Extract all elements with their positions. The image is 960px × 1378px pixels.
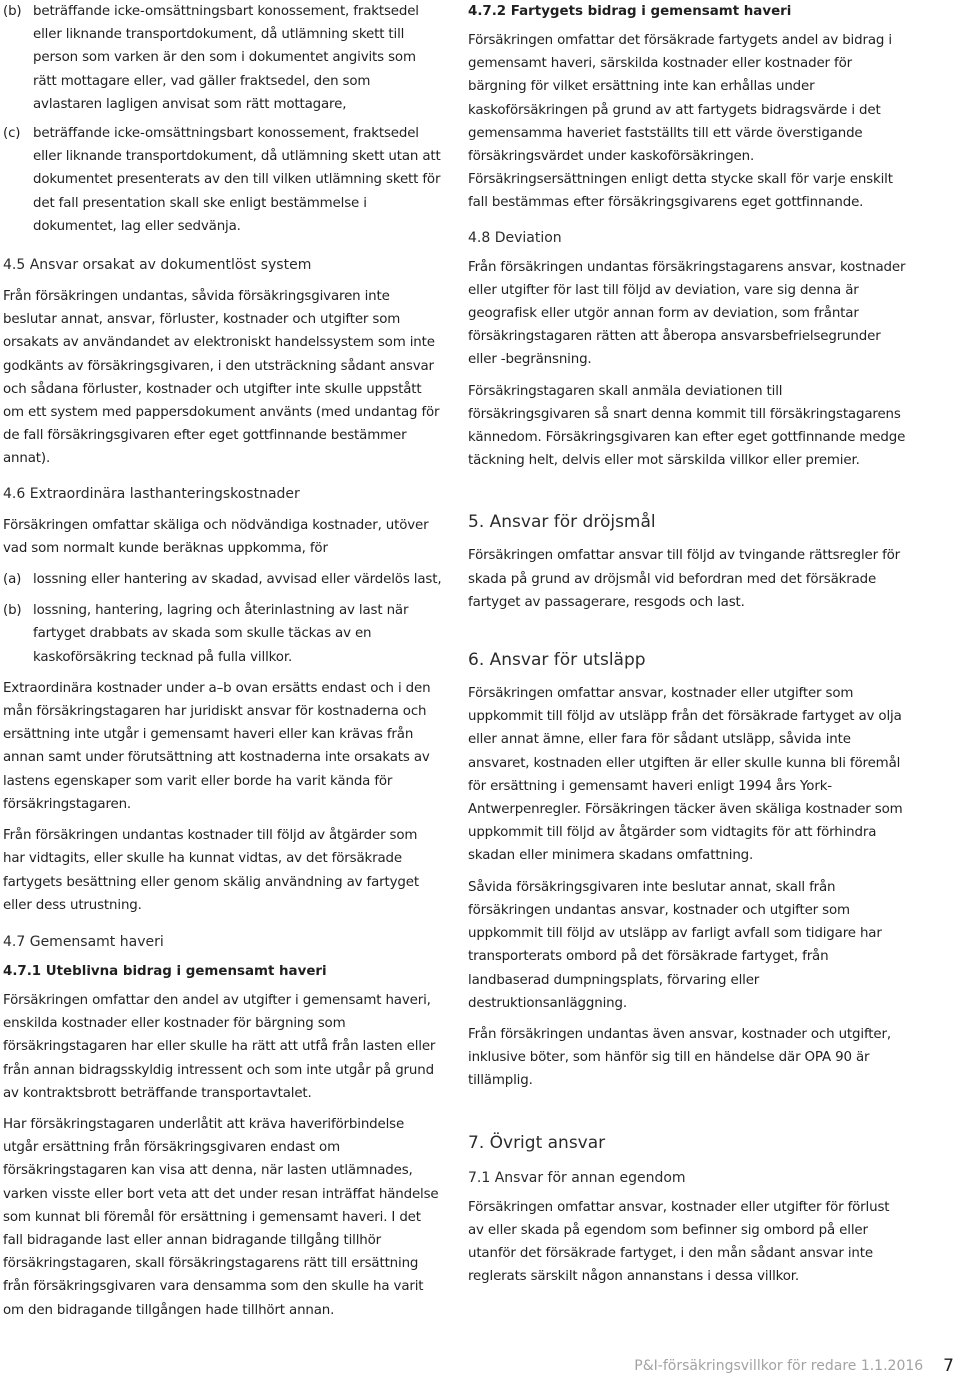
paragraph: Försäkringen omfattar ansvar, kostnader eller utgifter för förlust av eller skada på egendom som befinner sig ombord på eller utanför det försäkrade fartyget, i den mån sådant ansvar inte reglerats särskilt någon annanstans i dessa villkor. (468, 1199, 890, 1285)
section-heading-7: 7. Övrigt ansvar (468, 1132, 606, 1153)
paragraph: Har försäkringstagaren underlåtit att kräva haveriförbindelse utgår ersättning från försäkringsgivaren endast om försäkringstagaren kan visa att denna, när lasten utlämnades, varken visste eller bort veta att det under resan inträffat händelse som kunnat bli föremål för ersättning i gemensamt haveri. I det fall bidragande last eller annan bidragande tillgång tillhör försäkringstagaren, skall försäkringstagarens rätt till ersättning från försäkringsgivaren vara densamma som den skulle ha varit om den bidragande tillgången hade tillhört annan. (3, 1116, 439, 1318)
list-text: beträffande icke-omsättningsbart konossement, fraktsedel eller liknande transportdokument, då utlämning skett utan att dokumentet presenterats av den till vilken utlämning skett för det fall presentation skall ske enligt bestämmelse i dokumentet, lag eller sedvänja. (33, 126, 441, 234)
subsection-heading-4-7-1: 4.7.1 Uteblivna bidrag i gemensamt haveri (3, 963, 327, 979)
left-column (3, 0, 443, 1322)
list-label: (b) (3, 4, 22, 19)
list-text: lossning, hantering, lagring och återinlastning av last när fartyget drabbats av skada som skulle täckas av en kaskoförsäkring tecknad på fulla villkor. (33, 603, 409, 665)
paragraph: Från försäkringen undantas kostnader till följd av åtgärder som har vidtagits, eller skulle ha kunnat vidtas, av det försäkrade fartygets besättning eller genom skälig användning av fartyget eller dess utrustning. (3, 828, 419, 913)
subsection-heading-4-7-2: 4.7.2 Fartygets bidrag i gemensamt haveri (468, 4, 792, 19)
section-heading-6: 6. Ansvar för utsläpp (468, 650, 646, 671)
paragraph: Från försäkringen undantas försäkringstagarens ansvar, kostnader eller utgifter för last till följd av deviation, vare sig denna är geografisk eller utgör annan form av deviation, som fråntar försäkringstagaren rätten att åberopa ansvarsbefrielsegrunder eller -begränsning. (468, 259, 906, 368)
page-footer (634, 1354, 954, 1378)
paragraph: Från försäkringen undantas, såvida försäkringsgivaren inte beslutar annat, ansvar, förluster, kostnader och utgifter som orsakats av användandet av elektroniskt handelssystem som inte godkänts av försäkringsgivaren, i den utsträckning sådant ansvar och sådana förluster, kostnader och utgifter inte skulle uppstått om ett system med pappersdokument använts (med undantag för de fall försäkringsgivaren efter eget gottfinnande bestämmer annat). (3, 289, 440, 467)
list-text: beträffande icke-omsättningsbart konossement, fraktsedel eller liknande transportdokument, då utlämning skett till person som varken är den som i dokumentet angivits som rätt mottagare eller, vad gäller fraktsedel, den som avlastaren lagligen anvisat som rätt mottagare, (33, 4, 419, 112)
paragraph: Från försäkringen undantas även ansvar, kostnader och utgifter, inklusive böter, som hänför sig till en händelse där OPA 90 är tillämplig. (468, 1026, 891, 1089)
section-heading-4-7: 4.7 Gemensamt haveri (3, 933, 164, 950)
list-item-a (3, 568, 443, 591)
section-heading-5: 5. Ansvar för dröjsmål (468, 512, 656, 533)
paragraph: Försäkringen omfattar skäliga och nödvändiga kostnader, utöver vad som normalt kunde beräknas uppkomma, för (3, 517, 429, 556)
page-number: 7 (943, 1356, 954, 1376)
list-item-b (3, 0, 443, 116)
paragraph: Försäkringen omfattar den andel av utgifter i gemensamt haveri, enskilda kostnader eller kostnader för bärgning som försäkringstagaren har eller skulle ha rätt att utfå från lasten eller från annan bidragsskyldig intressent och som inte utgår på grund av kontraktsbrott beträffande transportavtalet. (3, 992, 436, 1101)
section-heading-4-6: 4.6 Extraordinära lasthanteringskostnader (3, 485, 300, 502)
subsection-heading-7-1: 7.1 Ansvar för annan egendom (468, 1169, 686, 1186)
paragraph: Såvida försäkringsgivaren inte beslutar annat, skall från försäkringen undantas ansvar, kostnader och utgifter som uppkommit till följd av utsläpp av farligt avfall som tidigare har transporterats ombord på det försäkrade fartyget, från landbaserad dumpningsplats, förvaring eller destruktionsanläggning. (468, 879, 882, 1011)
paragraph: Försäkringen omfattar ansvar till följd av tvingande rättsregler för skada på grund av dröjsmål vid befordran med det försäkrade fartyget av passagerare, resgods och last. (468, 548, 901, 610)
paragraph: Försäkringstagaren skall anmäla deviationen till försäkringsgivaren så snart denna kommit till försäkringstagarens kännedom. Försäkringsgivaren kan efter eget gottfinnande medge täckning helt, delvis eller mot särskilda villkor eller premier. (468, 383, 906, 469)
list-text: lossning eller hantering av skadad, avvisad eller värdelös last, (33, 572, 442, 588)
list-item-c (3, 122, 443, 238)
list-label: (c) (3, 126, 21, 142)
footer-document-title: P&I-försäkringsvillkor för redare 1.1.2016 (634, 1358, 924, 1374)
paragraph: Extraordinära kostnader under a–b ovan ersätts endast och i den mån försäkringstagaren har juridiskt ansvar för kostnaderna och ersättning inte utgår i gemensamt haveri eller kan krävas från annan samt under förutsättning att kostnaderna inte orsakats av lastens egenskaper som varit eller borde ha varit kända för försäkringstagaren. (3, 680, 431, 812)
section-heading-4-8: 4.8 Deviation (468, 229, 562, 246)
right-column (468, 0, 908, 1288)
section-heading-4-5: 4.5 Ansvar orsakat av dokumentlöst system (3, 257, 312, 274)
list-label: (b) (3, 603, 22, 619)
paragraph: Försäkringen omfattar ansvar, kostnader eller utgifter som uppkommit till följd av utsläpp från det försäkrade fartyget av olja eller annat ämne, eller fara för sådant utsläpp, såvida inte ansvaret, kostnaden eller utgiften är eller skulle kunna bli föremål för ersättning i gemensamt haveri enligt 1994 års York-Antwerpenregler. Försäkringen täcker även skäliga kostnader som uppkommit till följd av åtgärder som vidtagits för att förhindra skadan eller minimera skadans omfattning. (468, 686, 903, 864)
paragraph: Försäkringen omfattar det försäkrade fartygets andel av bidrag i gemensamt haveri, särskilda kostnader eller kostnader för bärgning för vilket ersättning inte kan erhållas under kaskoförsäkringen på grund av att fartygets bidragsvärde i det gemensamma haveriet fastställts till ett värde överstigande försäkringsvärdet under kaskoförsäkringen. Försäkringsersättningen enligt detta stycke skall för varje enskilt fall bestämmas efter försäkringsgivarens eget gottfinnande. (468, 33, 893, 211)
list-item-b (3, 599, 443, 669)
list-label: (a) (3, 572, 22, 588)
